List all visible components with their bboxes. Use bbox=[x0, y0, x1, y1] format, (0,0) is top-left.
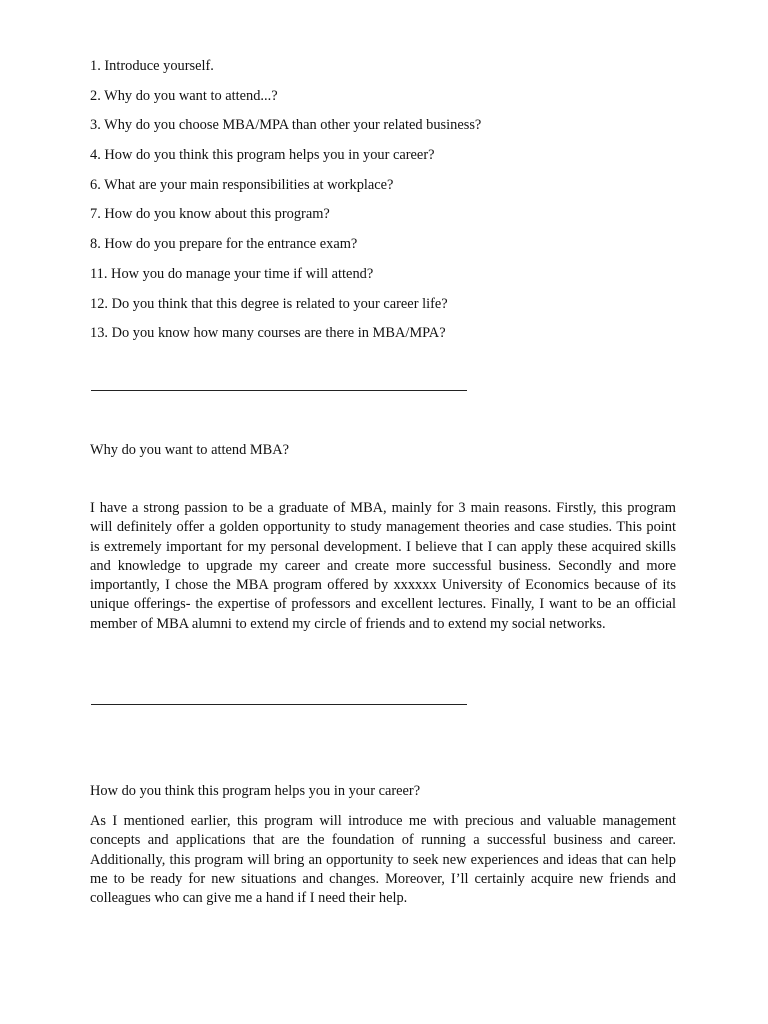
answer-career-help: As I mentioned earlier, this program will introduce me with precious and valuable management concepts and applications that are the foundation of running a successful business and career. Additionally, this program will bring an opportunity to seek new experiences and ideas that can help me to be ready for new situations and changes. Moreover, I’ll certainly acquire new friends and colleagues who can give me a hand if I need their help. bbox=[90, 813, 676, 907]
section-divider bbox=[91, 390, 467, 391]
question-item: 11. How you do manage your time if will attend? bbox=[90, 265, 374, 282]
question-item: 4. How do you think this program helps you in your career? bbox=[90, 147, 435, 164]
section-heading-career-help: How do you think this program helps you in your career? bbox=[90, 783, 421, 799]
answer-why-attend: I have a strong passion to be a graduate of MBA, mainly for 3 main reasons. Firstly, this program will definitely offer a golden opportunity to study management theories and case studies. This point is extremely important for my personal development. I believe that I can apply these acquired skills and knowledge to upgrade my career and create more successful business. Secondly and more importantly, I chose the MBA program offered by xxxxxx University of Economics because of its unique offerings- the expertise of professors and excellent lectures. Finally, I want to be an official member of MBA alumni to extend my circle of friends and to extend my social networks. bbox=[90, 500, 676, 632]
question-item: 13. Do you know how many courses are there in MBA/MPA? bbox=[90, 325, 446, 342]
section-heading-why-attend: Why do you want to attend MBA? bbox=[90, 442, 290, 458]
question-item: 7. How do you know about this program? bbox=[90, 206, 330, 223]
question-item: 3. Why do you choose MBA/MPA than other your related business? bbox=[90, 117, 482, 134]
question-item: 8. How do you prepare for the entrance exam? bbox=[90, 236, 358, 253]
question-item: 6. What are your main responsibilities at workplace? bbox=[90, 176, 394, 193]
section-divider bbox=[91, 704, 467, 705]
interview-question-list bbox=[90, 56, 690, 353]
question-item: 2. Why do you want to attend...? bbox=[90, 87, 278, 104]
question-item: 12. Do you think that this degree is related to your career life? bbox=[90, 295, 448, 312]
question-item: 1. Introduce yourself. bbox=[90, 58, 214, 74]
